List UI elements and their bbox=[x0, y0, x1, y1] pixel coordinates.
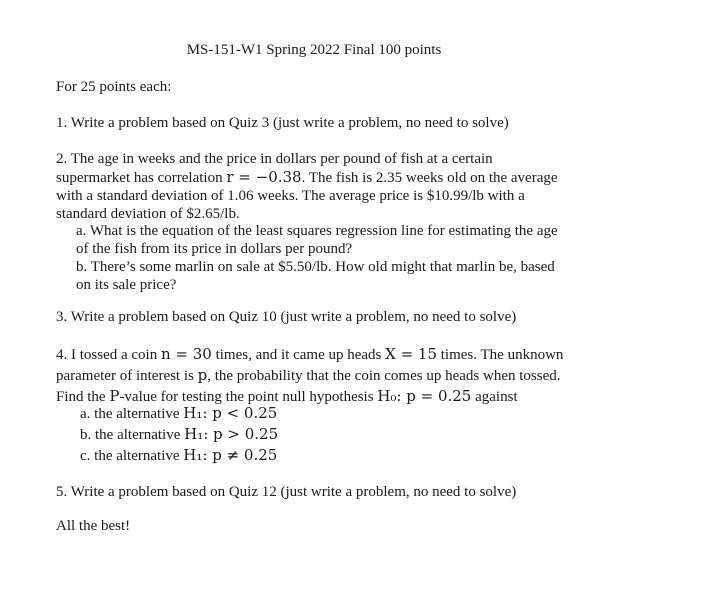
part-b-line: on its sale price? bbox=[76, 277, 177, 293]
option-label: c. the alternative bbox=[80, 448, 184, 464]
null-hypothesis: H₀: p = 0.25 bbox=[377, 387, 472, 405]
question-4-text: times. The unknown bbox=[437, 347, 564, 363]
alternative-hypothesis: H₁: p > 0.25 bbox=[184, 425, 279, 443]
question-4-text: -value for testing the point null hypothesis bbox=[119, 389, 378, 405]
question-4-text: against bbox=[471, 389, 518, 405]
intro-text: For 25 points each: bbox=[56, 79, 172, 95]
question-2-part-a bbox=[76, 222, 576, 258]
question-2-text: . The fish is 2.35 weeks old on the average bbox=[301, 170, 558, 186]
option-label: b. the alternative bbox=[80, 427, 185, 443]
n-expression: n = 30 bbox=[160, 345, 212, 363]
question-5: 5. Write a problem based on Quiz 12 (just write a problem, no need to solve) bbox=[56, 484, 517, 500]
option-label: a. the alternative bbox=[80, 406, 184, 422]
question-2-part-b bbox=[76, 258, 576, 294]
part-b-line: b. There’s some marlin on sale at $5.50/lb. How old might that marlin be, based bbox=[76, 259, 555, 275]
question-2-line: with a standard deviation of 1.06 weeks. The average price is $10.99/lb with a bbox=[56, 188, 525, 204]
question-4-text: , the probability that the coin comes up heads when tossed. bbox=[207, 368, 561, 384]
question-1: 1. Write a problem based on Quiz 3 (just write a problem, no need to solve) bbox=[56, 115, 509, 131]
question-4-text: parameter of interest is bbox=[56, 368, 198, 384]
question-2-text: supermarket has correlation bbox=[56, 170, 227, 186]
question-2-line: standard deviation of $2.65/lb. bbox=[56, 206, 240, 222]
part-a-line: a. What is the equation of the least squares regression line for estimating the age bbox=[76, 223, 558, 239]
question-2 bbox=[56, 150, 576, 223]
correlation-expression: r = −0.38 bbox=[226, 168, 302, 186]
p-value-symbol: P bbox=[109, 387, 120, 405]
closing-text: All the best! bbox=[56, 518, 131, 534]
alternative-hypothesis: H₁: p ≠ 0.25 bbox=[183, 446, 278, 464]
option-a bbox=[80, 404, 277, 424]
p-variable: p bbox=[197, 366, 208, 384]
question-4-text: Find the bbox=[56, 389, 110, 405]
question-4-text: 4. I tossed a coin bbox=[56, 347, 161, 363]
question-4 bbox=[56, 344, 576, 407]
part-a-line: of the fish from its price in dollars per pound? bbox=[76, 241, 353, 257]
question-4-line bbox=[56, 365, 576, 386]
alternative-hypothesis: H₁: p < 0.25 bbox=[183, 404, 278, 422]
option-b bbox=[80, 425, 278, 445]
exam-title: MS-151-W1 Spring 2022 Final 100 points bbox=[186, 42, 442, 58]
question-3: 3. Write a problem based on Quiz 10 (just write a problem, no need to solve) bbox=[56, 309, 517, 325]
question-2-line bbox=[56, 168, 576, 187]
x-expression: X = 15 bbox=[385, 345, 438, 363]
option-c bbox=[80, 446, 277, 466]
question-4-line bbox=[56, 344, 576, 365]
question-2-line: 2. The age in weeks and the price in dollars per pound of fish at a certain bbox=[56, 151, 493, 167]
question-4-text: times, and it came up heads bbox=[211, 347, 386, 363]
